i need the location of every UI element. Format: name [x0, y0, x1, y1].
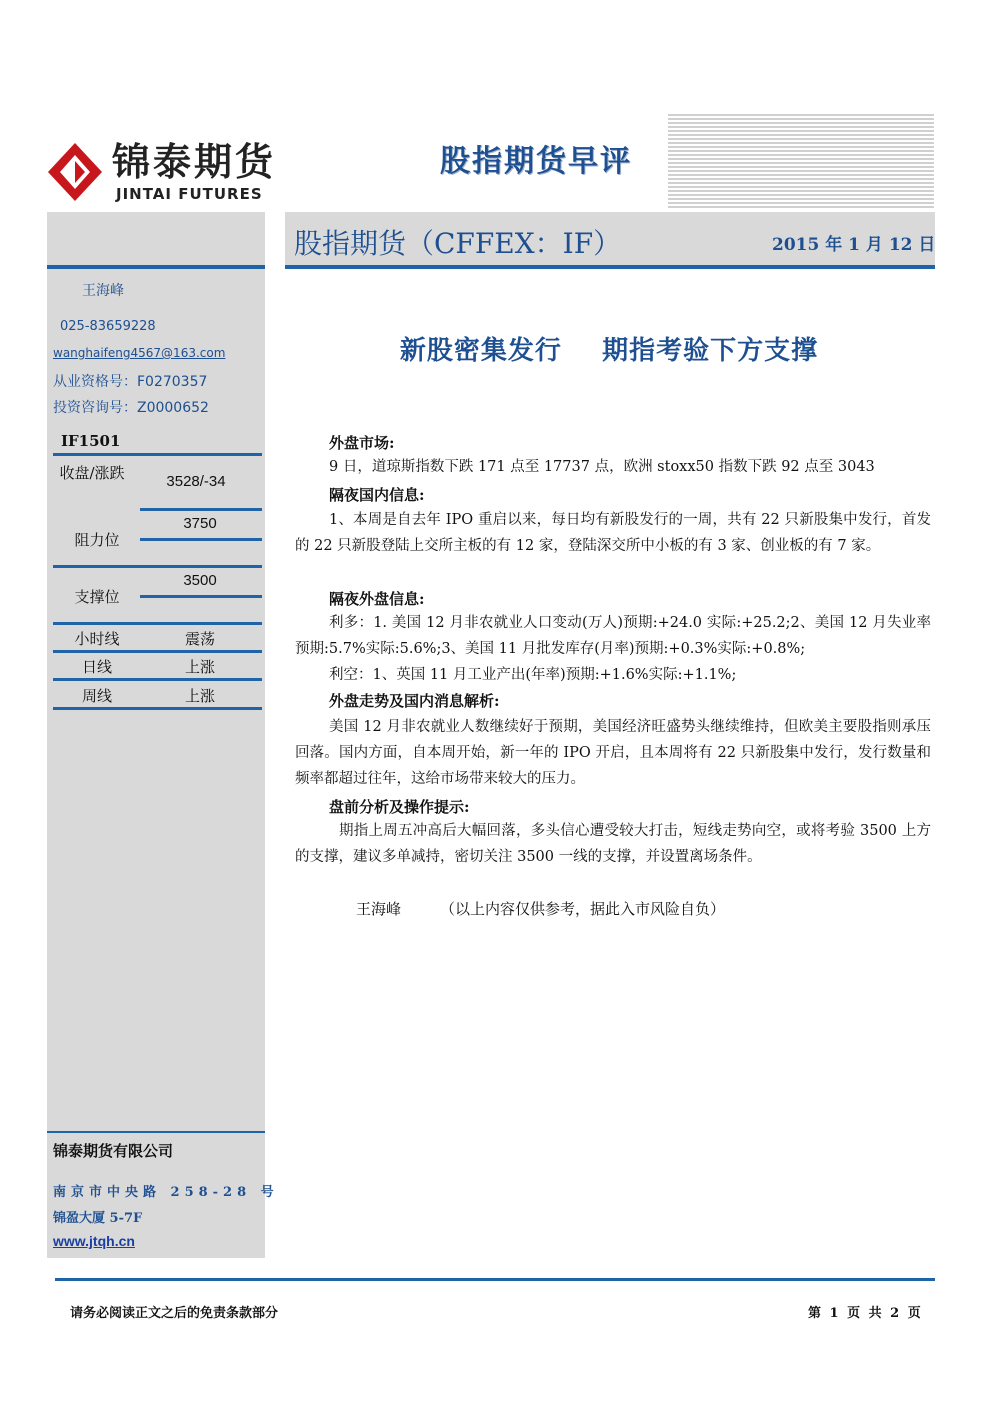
section-body: 1、本周是自去年 IPO 重启以来，每日均有新股发行的一周，共有 22 只新股集中发行，首发的 22 只新股登陆上交所主板的有 12 家，登陆深交所中小板的有 3 家、创业板的有 7 家。	[295, 512, 931, 554]
close-change-value: 3528/-34	[166, 473, 226, 490]
analyst-phone: 025-83659228	[60, 319, 156, 334]
table-divider	[53, 650, 262, 653]
daily-trend-label: 日线	[81, 658, 112, 676]
sidebar-divider	[47, 265, 265, 269]
company-website-link[interactable]: www.jtqh.cn	[53, 1233, 135, 1249]
sidebar-panel	[47, 212, 265, 1258]
table-divider	[140, 595, 262, 598]
footer-divider	[55, 1278, 935, 1281]
section-body: 9 日，道琼斯指数下跌 171 点至 17737 点，欧洲 stoxx50 指数下跌 92 点至 3043	[329, 459, 875, 475]
hourly-trend-value: 震荡	[184, 630, 215, 648]
section-body: 美国 12 月非农就业人数继续好于预期，美国经济旺盛势头继续维持，但欧美主要股指则承压回落。国内方面，自本周开始，新一年的 IPO 开启，且本周将有 22 只新股集中发行，发行数量和频率都超过往年，这给市场带来较大的压力。	[295, 719, 931, 787]
company-address: 南京市中央路 258-28 号	[53, 1185, 279, 1200]
weekly-trend-value: 上涨	[184, 687, 215, 705]
company-logo-icon	[48, 143, 102, 201]
section-heading: 隔夜外盘信息:	[329, 590, 425, 608]
support-value: 3500	[183, 572, 217, 589]
weekly-trend-label: 周线	[81, 687, 112, 705]
section-body: 利多：1. 美国 12 月非农就业人口变动(万人)预期:+24.0 实际:+25.2;2、美国 12 月失业率预期:5.7%实际:5.6%;3、美国 11 月批发库存(月率)预期:+0.3%实际:+0.8%;	[295, 615, 931, 657]
section-body: 期指上周五冲高后大幅回落，多头信心遭受较大打击，短线走势向空，或将考验 3500 上方的支撑，建议多单减持，密切关注 3500 一线的支撑，并设置离场条件。	[295, 823, 931, 865]
page-number: 第 1 页 共 2 页	[808, 1306, 923, 1321]
table-row-label	[57, 460, 127, 486]
risk-disclaimer: （以上内容仅供参考，据此入市风险自负）	[440, 900, 726, 918]
table-divider	[140, 508, 262, 511]
logo-text-en: JINTAI FUTURES	[116, 185, 263, 203]
section-heading: 外盘市场:	[329, 434, 395, 452]
table-divider	[53, 622, 262, 625]
article-headline: 新股密集发行 期指考验下方支撑	[399, 336, 819, 366]
close-change-label: 收盘/涨跌	[59, 464, 125, 482]
section-heading: 隔夜国内信息:	[329, 486, 425, 504]
company-name: 锦泰期货有限公司	[53, 1142, 174, 1160]
table-divider	[53, 678, 262, 681]
contract-code: IF1501	[61, 432, 121, 450]
analyst-email-link[interactable]: wanghaifeng4567@163.com	[53, 346, 226, 360]
consulting-number: 投资咨询号：Z0000652	[53, 400, 209, 416]
daily-trend-value: 上涨	[184, 658, 215, 676]
table-divider	[53, 453, 262, 456]
table-divider	[53, 565, 262, 568]
report-date: 2015 年 1 月 12 日	[772, 235, 936, 255]
sidebar-footer-divider	[47, 1131, 265, 1133]
disclaimer-notice: 请务必阅读正文之后的免责条款部分	[70, 1306, 279, 1321]
table-divider	[140, 538, 262, 541]
support-label: 支撑位	[74, 588, 120, 606]
resistance-value: 3750	[183, 515, 217, 532]
table-divider	[53, 707, 262, 710]
section-heading: 盘前分析及操作提示:	[329, 798, 470, 816]
analyst-name: 王海峰	[82, 283, 124, 299]
report-title: 股指期货早评	[440, 144, 632, 179]
company-building: 锦盈大厦 5-7F	[53, 1211, 143, 1226]
logo-text-cn: 锦泰期货	[112, 140, 277, 184]
section-heading: 外盘走势及国内消息解析:	[329, 692, 500, 710]
resistance-label: 阻力位	[74, 531, 120, 549]
qualification-number: 从业资格号：F0270357	[53, 374, 208, 390]
product-title: 股指期货（CFFEX：IF）	[294, 227, 622, 260]
header-stripe-decoration	[668, 114, 934, 208]
title-bar-divider	[285, 265, 935, 269]
hourly-trend-label: 小时线	[74, 630, 120, 648]
section-body: 利空：1、英国 11 月工业产出(年率)预期:+1.6%实际:+1.1%;	[329, 667, 737, 683]
author-signature: 王海峰	[356, 900, 402, 918]
